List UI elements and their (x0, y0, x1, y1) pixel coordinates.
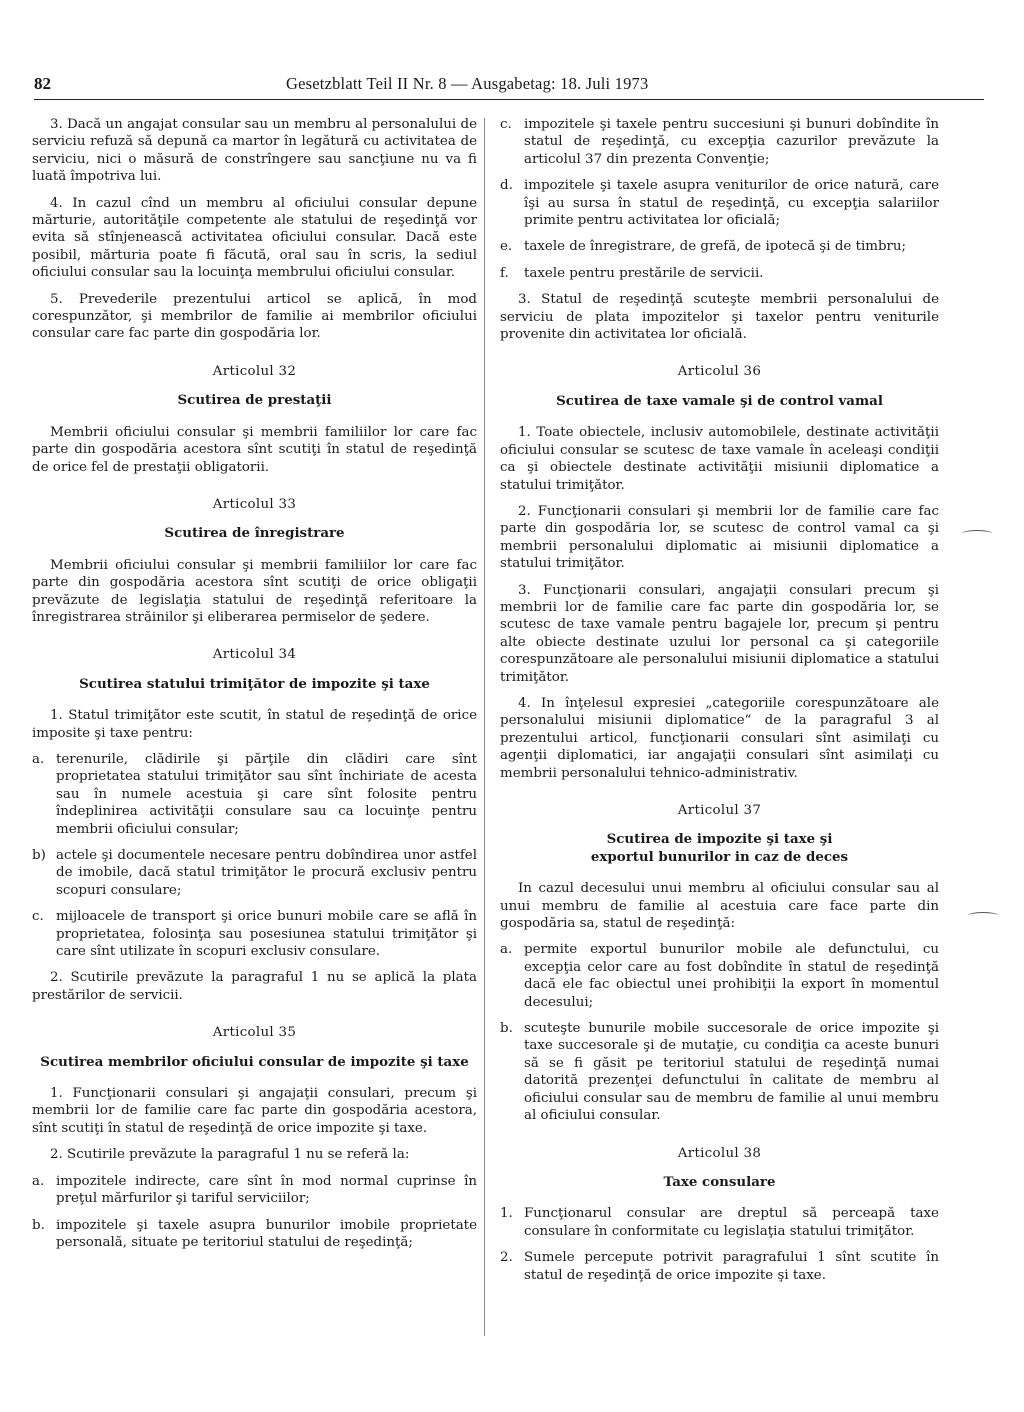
article-title: Scutirea de taxe vamale şi de control vamal (556, 392, 883, 409)
list-item (500, 116, 939, 168)
list-item (32, 751, 477, 838)
list-item-label: 1. (500, 1206, 513, 1222)
article-title: Scutirea de prestaţii (177, 392, 332, 409)
list-item-text: mijloacele de transport şi orice bunuri mobile care se află în proprietatea, folosinţa sau posesiunea statului trimiţător şi care sînt utilizate în scopuri exclusiv consulare. (56, 909, 477, 960)
list-item (500, 1249, 939, 1284)
paragraph: Membrii oficiului consular şi membrii familiilor lor care fac parte din gospodăria acestora sînt scutiţi în statul de reşedinţă de orice fel de prestaţii obligatorii. (32, 424, 477, 475)
article-title: Scutirea statului trimiţător de impozite şi taxe (79, 675, 430, 692)
list-item-label: b. (500, 1021, 513, 1037)
paragraph: 2. Scutirile prevăzute la paragraful 1 nu se referă la: (50, 1147, 410, 1163)
column-divider (484, 118, 485, 1336)
list-item-label: b) (32, 848, 46, 863)
scan-mark (962, 530, 992, 537)
list-item (32, 847, 477, 899)
article-heading: Articolul 37 (677, 803, 762, 818)
article-heading: Articolul 36 (677, 364, 762, 380)
list-item-text: taxele de înregistrare, de grefă, de ipotecă şi de timbru; (524, 239, 907, 255)
list-item-label: e. (500, 239, 513, 255)
article-heading: Articolul 38 (677, 1145, 762, 1161)
list-item-label: a. (500, 942, 513, 958)
paragraph: 4. In cazul cînd un membru al oficiului consular depune mărturie, autorităţile competente ale statului de reşedinţă vor evita să stînjenească activitatea oficiului consular. Dacă este posibil, mărturia poate fi făcută, oral sau în scris, la sediul oficiului consular sau la locuinţa membrului oficiului consular. (32, 195, 477, 281)
list-item (32, 1217, 477, 1252)
page-header (34, 72, 984, 98)
list-item (500, 941, 939, 1011)
list-item-text: terenurile, clădirile şi părţile din clădiri care sînt proprietatea statului trimiţător sau sînt închiriate de acesta sau în numele acestuia şi care sînt folosite pentru îndeplinirea activităţii consulare sau ca locuinţe pentru membrii oficiului consular; (56, 751, 477, 837)
list-item (32, 1173, 477, 1208)
paragraph: In cazul decesului unui membru al oficiului consular sau al unui membru de familie al acestuia care face parte din gospodăria sa, statul de reşedinţă: (500, 881, 939, 932)
paragraph: 5. Prevederile prezentului articol se aplică, în mod corespunzător, şi membrilor de familie ai membrilor oficiului consular care fac parte din gospodăria lor. (32, 291, 477, 342)
list-item-label: a. (32, 1173, 45, 1189)
list-item (32, 908, 477, 960)
article-heading: Articolul 34 (212, 647, 297, 663)
list-item (500, 238, 939, 255)
article-heading: Articolul 33 (212, 496, 297, 512)
paragraph: 1. Toate obiectele, inclusiv automobilele, destinate activităţii oficiului consular se scutesc de taxe vamale în aceleaşi condiţii ca şi obiectele destinate activităţii misiunii diplomatice a statului trimiţător. (500, 425, 939, 493)
article-title: Scutirea de înregistrare (164, 525, 345, 542)
article-title: Scutirea membrilor oficiului consular de impozite şi taxe (40, 1053, 469, 1070)
list-item-label: d. (500, 178, 513, 194)
paragraph: 2. Scutirile prevăzute la paragraful 1 nu se aplică la plata prestărilor de servicii. (32, 970, 477, 1003)
left-column (32, 116, 477, 1260)
article-title-line: Scutirea de impozite şi taxe şi (606, 831, 833, 848)
page-title: Gesetzblatt Teil II Nr. 8 — Ausgabetag: 18. Juli 1973 (286, 74, 649, 93)
list-item-text: taxele pentru prestările de servicii. (524, 265, 764, 281)
list-item-text: impozitele şi taxele asupra bunurilor imobile proprietate personală, situate pe teritoriul statului de reşedinţă; (56, 1217, 477, 1250)
list-item-label: a. (32, 751, 45, 767)
paragraph: 4. In înţelesul expresiei „categoriile corespunzătoare ale personalului misiunii diplomatice“ de la paragraful 3 al prezentului articol, funcţionarii consulari sînt asimilaţi cu agenţii diplomatici, iar angajaţii consulari sînt asimilaţi cu membrii personalului tehnico-administrativ. (500, 695, 939, 781)
list-item-text: permite exportul bunurilor mobile ale defunctului, cu excepţia celor care au fost dobîndite în statul de reşedinţă dacă ele fac obiectul unei prohibiţii la export în momentul decesului; (524, 942, 939, 1010)
article-title (500, 831, 939, 866)
article-heading: Articolul 35 (212, 1025, 297, 1041)
list-item (500, 177, 939, 229)
list-item-text: Sumele percepute potrivit paragrafului 1 sînt scutite în statul de reşedinţă de orice impozite şi taxe. (524, 1250, 939, 1283)
list-item-label: c. (500, 117, 512, 132)
list-item-text: actele şi documentele necesare pentru dobîndirea unor astfel de imobile, dacă statul trimiţător le procură exclusiv pentru scopuri consulare; (56, 848, 477, 898)
paragraph: 3. Funcţionarii consulari, angajaţii consulari precum şi membrii lor de familie care fac parte din gospodăria lor, se scutesc de taxe vamale pentru bagajele lor, precum şi pentru alte obiecte destinate uzului lor personal ca şi categoriile corespunzătoare ale personalului misiunii diplomatice a statului trimiţător. (500, 582, 939, 685)
paragraph: 2. Funcţionarii consulari şi membrii lor de familie care fac parte din gospodăria lor, se scutesc de control vamal ca şi membrii personalului diplomatic ai misiunii diplomatice a statului trimiţător. (500, 503, 939, 572)
article-title: Taxe consulare (663, 1173, 776, 1190)
list-item (500, 1205, 939, 1240)
list-item-text: scuteşte bunurile mobile succesorale de orice impozite şi taxe succesorale şi de mutaţie, cu condiţia ca aceste bunuri să se fi găsit pe teritoriul statului de reşedinţă numai datorită prezenţei defunctului în calitate de membru al oficiului consular sau de membru de familie al unui membru al oficiului consular. (524, 1021, 939, 1124)
list-item-label: c. (32, 909, 44, 925)
list-item-text: Funcţionarul consular are dreptul să perceapă taxe consulare în conformitate cu legislaţia statului trimiţător. (524, 1206, 939, 1239)
list-item (500, 1020, 939, 1124)
scan-mark (968, 912, 998, 919)
right-column (500, 116, 939, 1293)
paragraph: 3. Dacă un angajat consular sau un membru al personalului de serviciu refuză să depună ca martor în legătură cu activitatea de serviciu, nici o măsură de constrîngere sau sancţiune nu va fi luată împotriva lui. (32, 117, 477, 185)
list-item-label: 2. (500, 1250, 513, 1266)
paragraph: 1. Statul trimiţător este scutit, în statul de reşedinţă de orice imposite şi taxe pentru: (32, 708, 477, 741)
list-item-label: b. (32, 1217, 45, 1233)
list-item (500, 265, 939, 282)
paragraph: Membrii oficiului consular şi membrii familiilor lor care fac parte din gospodăria acestora sînt scutiţi de orice obligaţii prevăzute de legislaţia statului de reşedinţă referitoare la înregistrarea străinilor şi eliberarea permiselor de şedere. (32, 557, 477, 625)
list-item-label: f. (500, 265, 509, 281)
paragraph: 1. Funcţionarii consulari şi angajaţii consulari, precum şi membrii lor de familie care fac parte din gospodăria acestora, sînt scutiţi în statul de reşedinţă de orice impozite şi taxe. (32, 1086, 477, 1136)
header-rule (34, 99, 984, 100)
paragraph: 3. Statul de reşedinţă scuteşte membrii personalului de serviciu de plata impozitelor şi taxelor pentru veniturile provenite din activitatea lor oficială. (500, 292, 939, 343)
list-item-text: impozitele indirecte, care sînt în mod normal cuprinse în preţul mărfurilor şi tariful serviciilor; (56, 1173, 477, 1207)
page-number: 82 (34, 74, 51, 93)
article-heading: Articolul 32 (212, 363, 297, 379)
article-title-line: exportul bunurilor in caz de deces (590, 848, 849, 865)
list-item-text: impozitele şi taxele pentru succesiuni şi bunuri dobîndite în statul de reşedinţă, cu excepţia cazurilor prevăzute la articolul 37 din prezenta Convenţie; (524, 117, 939, 167)
list-item-text: impozitele şi taxele asupra veniturilor de orice natură, care îşi au sursa în statul de reşedinţă, cu excepţia salariilor primite pentru activitatea lor oficială; (524, 178, 939, 229)
